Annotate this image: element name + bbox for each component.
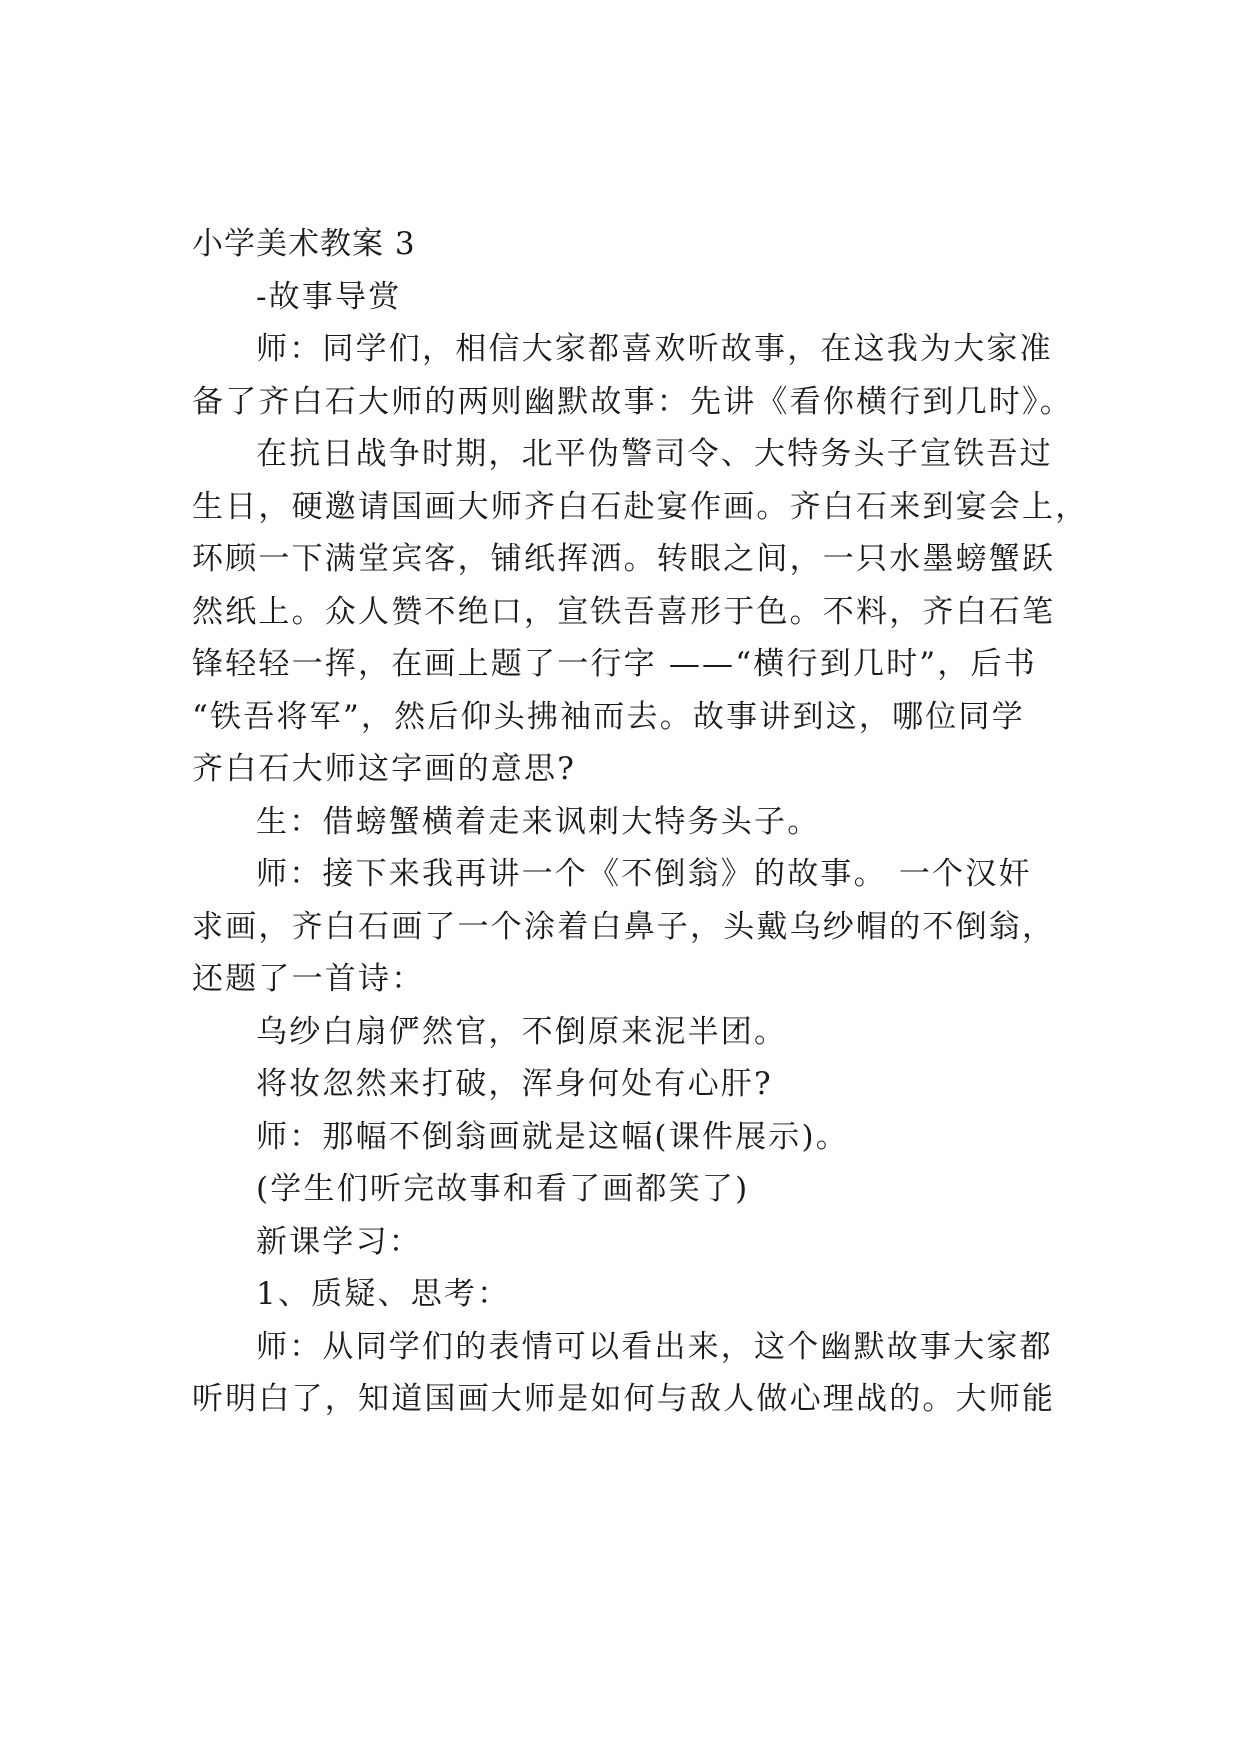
- text-line: 将妆忽然来打破，浑身何处有心肝?: [256, 1066, 773, 1102]
- text-line: 齐白石大师这字画的意思?: [192, 751, 577, 787]
- document-title: 小学美术教案 3: [192, 226, 416, 262]
- text-line: 1、质疑、思考：: [256, 1276, 511, 1312]
- text-line: 师：同学们，相信大家都喜欢听故事，在这我为大家准: [256, 331, 1053, 367]
- text-line: 师：从同学们的表情可以看出来，这个幽默故事大家都: [256, 1328, 1053, 1365]
- text-line: 乌纱白扇俨然官，不倒原来泥半团。: [256, 1013, 788, 1050]
- document-page: [192, 218, 1089, 1426]
- text-line: -故事导赏: [256, 278, 402, 315]
- text-line: 然纸上。众人赞不绝口，宣铁吾喜形于色。不料，齐白石笔: [192, 593, 1056, 630]
- text-line: 生日，硬邀请国画大师齐白石赴宴作画。齐白石来到宴会上，: [192, 488, 1089, 525]
- text-line: 新课学习：: [256, 1223, 422, 1260]
- text-line: 师：接下来我再讲一个《不倒翁》的故事。 一个汉奸: [256, 856, 1032, 892]
- text-line: 环顾一下满堂宾客，铺纸挥洒。转眼之间，一只水墨螃蟹跃: [192, 541, 1056, 577]
- text-line: 生：借螃蟹横着走来讽刺大特务头子。: [256, 803, 821, 840]
- document-body: [192, 271, 1089, 1426]
- text-line: (学生们听完故事和看了画都笑了): [256, 1171, 750, 1207]
- text-line: 师：那幅不倒翁画就是这幅(课件展示)。: [256, 1118, 849, 1155]
- text-line: “铁吾将军”，然后仰头拂袖而去。故事讲到这，哪位同学: [192, 698, 1025, 735]
- text-line: 求画，齐白石画了一个涂着白鼻子，头戴乌纱帽的不倒翁，: [192, 908, 1056, 945]
- text-line: 还题了一首诗：: [192, 961, 425, 997]
- text-line: 听明白了，知道国画大师是如何与敌人做心理战的。大师能: [192, 1381, 1056, 1417]
- text-line: 在抗日战争时期，北平伪警司令、大特务头子宣铁吾过: [256, 436, 1053, 472]
- text-line: 备了齐白石大师的两则幽默故事：先讲《看你横行到几时》。: [192, 383, 1073, 420]
- text-line: 锋轻轻一挥，在画上题了一行字 ——“横行到几时”，后书: [192, 646, 1037, 682]
